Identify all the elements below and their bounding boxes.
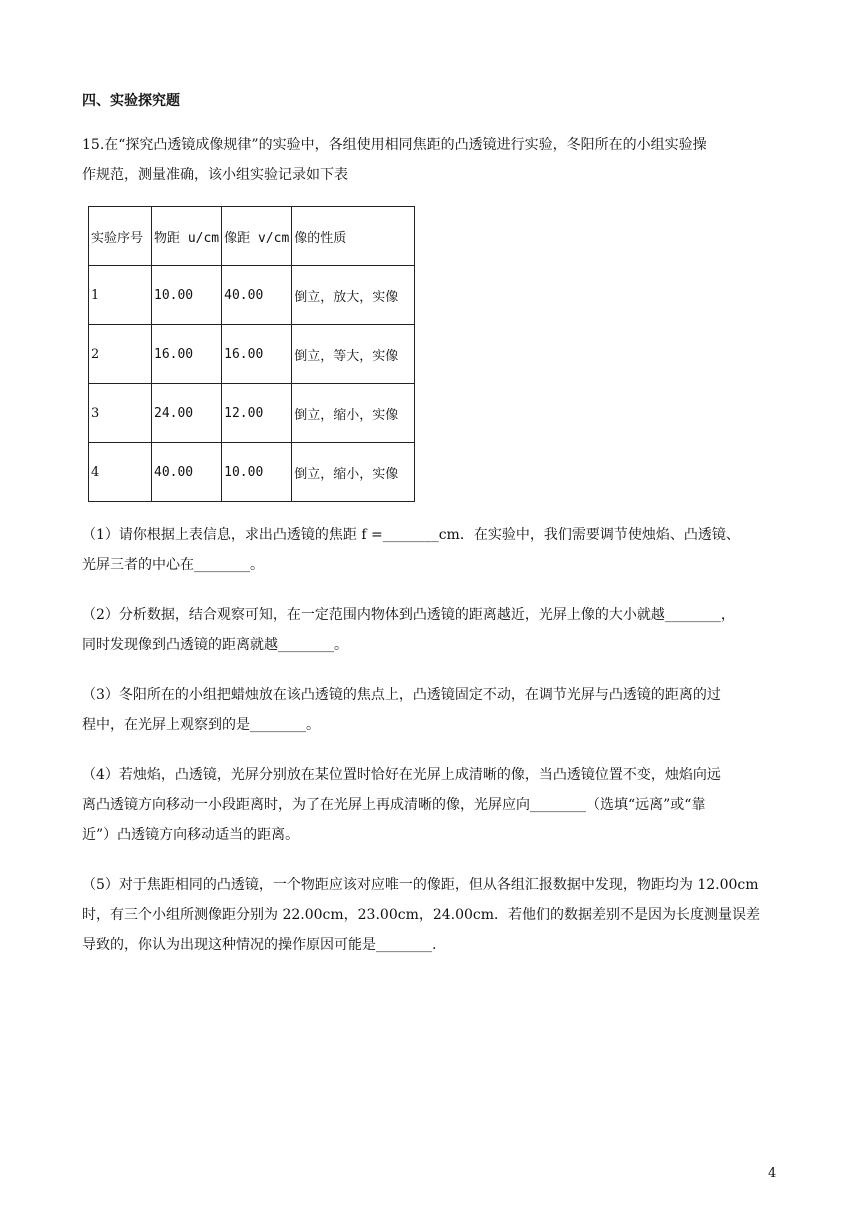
table-cell: 倒立，等大，实像 (292, 325, 415, 384)
table-cell: 16.00 (222, 325, 292, 384)
subquestion-1-line-1: （1）请你根据上表信息，求出凸透镜的焦距 f =________cm．在实验中，我们需要调节使烛焰、凸透镜、 (82, 527, 740, 543)
section-title: 四、实验探究题 (82, 93, 180, 109)
table-cell: 40.00 (222, 266, 292, 325)
table-cell: 16.00 (152, 325, 222, 384)
subquestion-4 (82, 760, 782, 850)
subquestion-5-line-3: 导致的，你认为出现这种情况的操作原因可能是________. (82, 937, 437, 953)
table-header-cell: 实验序号 (89, 207, 152, 266)
table-row (89, 384, 415, 443)
subquestion-3 (82, 680, 782, 740)
table-cell: 倒立，放大，实像 (292, 266, 415, 325)
table-cell: 4 (89, 443, 152, 502)
table-header-cell: 像距 v/cm (222, 207, 292, 266)
experiment-table (88, 206, 415, 502)
subquestion-2-line-2: 同时发现像到凸透镜的距离就越________。 (82, 637, 348, 653)
subquestion-5 (82, 870, 782, 960)
table-cell: 40.00 (152, 443, 222, 502)
subquestion-5-line-2: 时，有三个小组所测像距分别为 22.00cm，23.00cm，24.00cm．若他们的数据差别不是因为长度测量误差 (82, 907, 761, 923)
table-row (89, 325, 415, 384)
subquestion-2-line-1: （2）分析数据，结合观察可知，在一定范围内物体到凸透镜的距离越近，光屏上像的大小就越________， (82, 607, 735, 623)
table-cell: 10.00 (152, 266, 222, 325)
subquestion-2 (82, 600, 782, 660)
table-cell: 倒立，缩小，实像 (292, 443, 415, 502)
table-header-cell: 物距 u/cm (152, 207, 222, 266)
table-row (89, 443, 415, 502)
question-intro-line-1: 15.在“探究凸透镜成像规律”的实验中，各组使用相同焦距的凸透镜进行实验，冬阳所在的小组实验操 (82, 137, 707, 153)
subquestion-1-line-2: 光屏三者的中心在________。 (82, 557, 264, 573)
page-number: 4 (768, 1166, 777, 1181)
subquestion-3-line-1: （3）冬阳所在的小组把蜡烛放在该凸透镜的焦点上，凸透镜固定不动，在调节光屏与凸透镜的距离的过 (82, 687, 721, 703)
table-header-cell: 像的性质 (292, 207, 415, 266)
table-cell: 24.00 (152, 384, 222, 443)
question-intro-line-2: 作规范，测量准确，该小组实验记录如下表 (82, 167, 348, 183)
question-intro (82, 130, 782, 190)
table-cell: 3 (89, 384, 152, 443)
table-cell: 倒立，缩小，实像 (292, 384, 415, 443)
subquestion-5-line-1: （5）对于焦距相同的凸透镜，一个物距应该对应唯一的像距，但从各组汇报数据中发现，物距均为 12.00cm (82, 877, 759, 893)
table-cell: 2 (89, 325, 152, 384)
subquestion-1 (82, 520, 782, 580)
table-cell: 1 (89, 266, 152, 325)
subquestion-4-line-3: 近”）凸透镜方向移动适当的距离。 (82, 827, 300, 843)
table-header-row (89, 207, 415, 266)
table-cell: 12.00 (222, 384, 292, 443)
table-row (89, 266, 415, 325)
subquestion-3-line-2: 程中，在光屏上观察到的是________。 (82, 717, 320, 733)
table-cell: 10.00 (222, 443, 292, 502)
subquestion-4-line-1: （4）若烛焰，凸透镜，光屏分别放在某位置时恰好在光屏上成清晰的像，当凸透镜位置不变，烛焰向远 (82, 767, 721, 783)
subquestion-4-line-2: 离凸透镜方向移动一小段距离时，为了在光屏上再成清晰的像，光屏应向________（选填“远离”或“靠 (82, 797, 706, 813)
